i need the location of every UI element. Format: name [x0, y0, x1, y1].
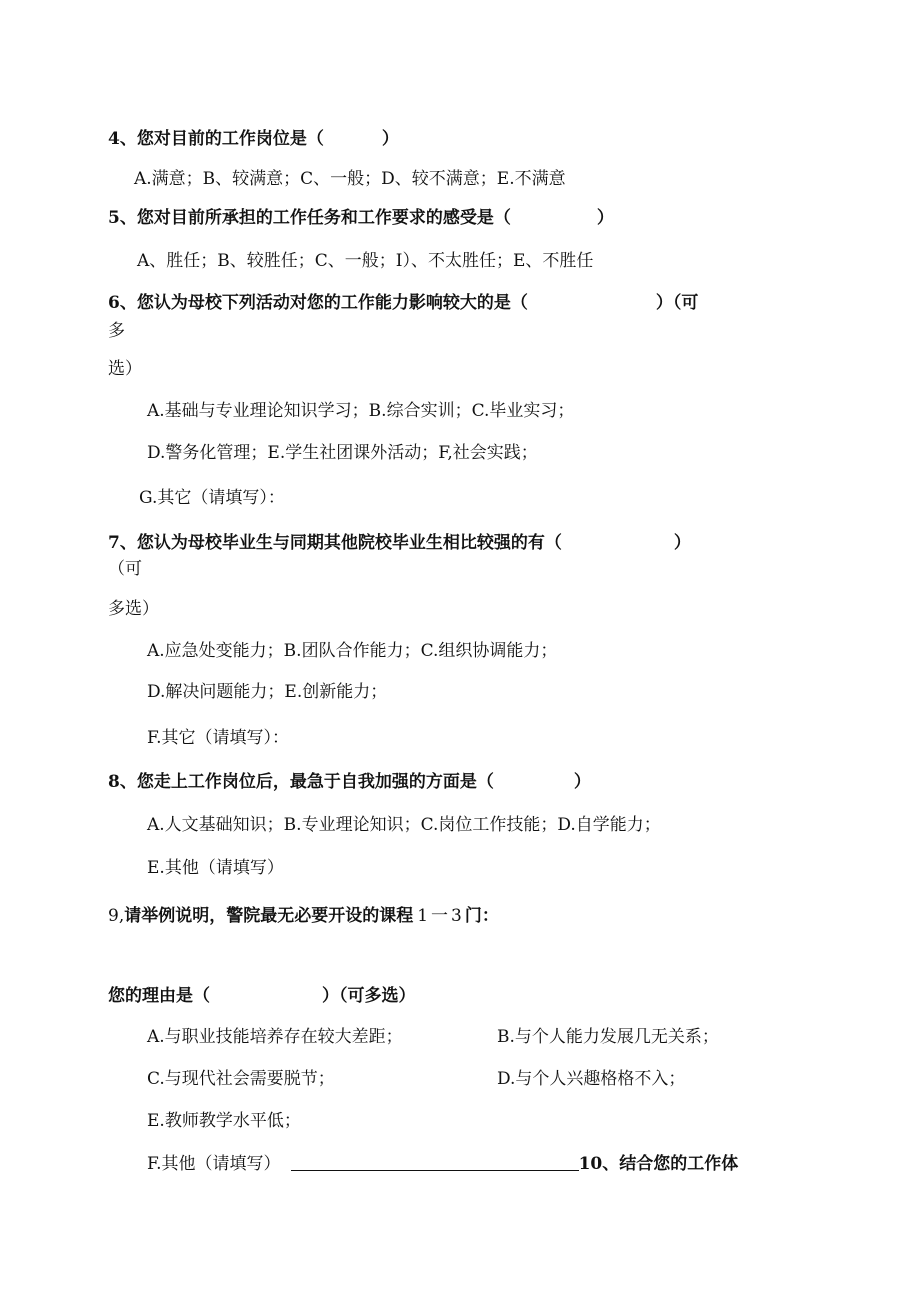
q7-close: ） [673, 533, 691, 553]
q9-reason-label: 您的理由是（ [108, 986, 210, 1006]
q9-reason [108, 985, 416, 1007]
q6-question [108, 292, 698, 314]
q5-title: 5、您对目前所承担的工作任务和工作要求的感受是（ [108, 208, 511, 228]
q9-suffix: 门： [464, 906, 499, 926]
q4-options: A.满意；B、较满意；C、一般；D、较不满意；E.不满意 [134, 169, 566, 189]
q9-prefix: 9, [108, 906, 125, 926]
q8-option-line: E.其他（请填写） [147, 858, 284, 878]
q7-title: 7、您认为母校毕业生与同期其他院校毕业生相比较强的有（ [108, 533, 562, 553]
q9-title: 请举例说明，警院最无必要开设的课程 [124, 906, 414, 926]
q8-option-line: A.人文基础知识；B.专业理论知识；C.岗位工作技能；D.自学能力； [147, 815, 661, 835]
q7-wrap-line-2: 多选） [108, 599, 159, 619]
q7-wrap-line-1: （可 [108, 559, 142, 579]
q7-option-line: F.其它（请填写）： [147, 728, 290, 748]
q9-option-d: D.与个人兴趣格格不入； [497, 1069, 686, 1089]
q6-wrap-line-2: 选） [108, 359, 142, 379]
q4-title: 4、您对目前的工作岗位是（ [108, 129, 324, 149]
q9-option-c: C.与现代社会需要脱节； [147, 1069, 335, 1089]
q4-question [108, 128, 399, 150]
q9-option-b: B.与个人能力发展几无关系； [497, 1027, 719, 1047]
q9-option-e: E.教师教学水平低； [147, 1111, 301, 1131]
q6-wrap-line-1: 多 [108, 321, 125, 341]
q8-title: 8、您走上工作岗位后，最急于自我加强的方面是（ [108, 772, 494, 792]
q9-range: 1一3 [417, 906, 465, 926]
q9-question [108, 905, 499, 927]
q6-option-line: D.警务化管理；E.学生社团课外活动；F,社会实践； [147, 443, 538, 463]
q7-question [108, 532, 691, 554]
q7-option-line: D.解决问题能力；E.创新能力； [147, 682, 388, 702]
q5-options: A、胜任；B、较胜任；C、一般；I）、不太胜任；E、不胜任 [137, 251, 594, 271]
q8-close: ） [573, 772, 591, 792]
q9-option-f-line [147, 1152, 738, 1175]
q6-option-line: A.基础与专业理论知识学习；B.综合实训；C.毕业实习； [147, 401, 575, 421]
q9-reason-close: ）（可多选） [322, 986, 416, 1006]
q6-title: 6、您认为母校下列活动对您的工作能力影响较大的是（ [108, 293, 528, 313]
q5-close: ） [596, 208, 614, 228]
q9-option-a: A.与职业技能培养存在较大差距； [147, 1027, 403, 1047]
q5-question [108, 207, 614, 229]
q4-close: ） [381, 129, 399, 149]
q6-option-line: G.其它（请填写）： [139, 488, 285, 508]
q9-option-f: F.其他（请填写） [147, 1154, 281, 1174]
q9-option-f-fill-line[interactable] [291, 1152, 579, 1171]
q10-title: 10、结合您的工作体 [578, 1154, 739, 1174]
q6-close: ）（可 [655, 293, 699, 313]
q7-option-line: A.应急处变能力；B.团队合作能力；C.组织协调能力； [147, 641, 558, 661]
q8-question [108, 771, 591, 793]
